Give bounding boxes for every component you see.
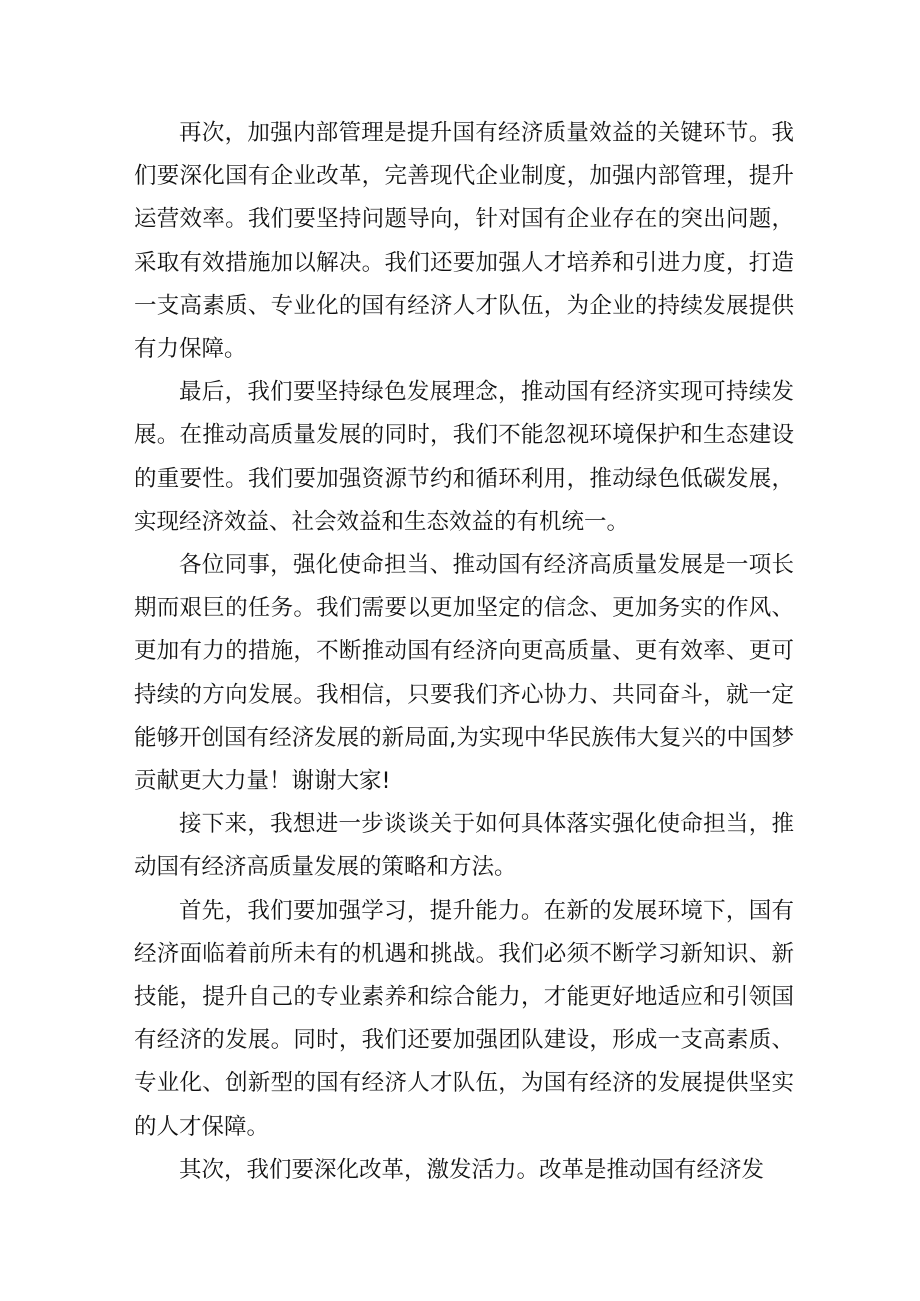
paragraph-strategies-intro: 接下来，我想进一步谈谈关于如何具体落实强化使命担当，推动国有经济高质量发展的策略和方法。 bbox=[134, 811, 794, 881]
paragraph-internal-management: 再次，加强内部管理是提升国有经济质量效益的关键环节。我们要深化国有企业改革，完善现代企业制度，加强内部管理，提升运营效率。我们要坚持问题导向，针对国有企业存在的突出问题，采取有效措施加以解决。我们还要加强人才培养和引进力度，打造一支高素质、专业化的国有经济人才队伍，为企业的持续发展提供有力保障。 bbox=[134, 120, 794, 363]
paragraph-deepen-reform: 其次，我们要深化改革，激发活力。改革是推动国有经济发 bbox=[179, 1156, 765, 1183]
document-body bbox=[134, 112, 794, 1192]
paragraph-green-development: 最后，我们要坚持绿色发展理念，推动国有经济实现可持续发展。在推动高质量发展的同时，我们不能忽视环境保护和生态建设的重要性。我们要加强资源节约和循环利用，推动绿色低碳发展，实现经济效益、社会效益和生态效益的有机统一。 bbox=[134, 379, 794, 535]
paragraph-learning-ability: 首先，我们要加强学习，提升能力。在新的发展环境下，国有经济面临着前所未有的机遇和挑战。我们必须不断学习新知识、新技能，提升自己的专业素养和综合能力，才能更好地适应和引领国有经济的发展。同时，我们还要加强团队建设，形成一支高素质、专业化、创新型的国有经济人才队伍，为国有经济的发展提供坚实的人才保障。 bbox=[134, 897, 794, 1140]
paragraph-colleagues-closing: 各位同事，强化使命担当、推动国有经济高质量发展是一项长期而艰巨的任务。我们需要以更加坚定的信念、更加务实的作风、更加有力的措施，不断推动国有经济向更高质量、更有效率、更可持续的方向发展。我相信，只要我们齐心协力、共同奋斗，就一定能够开创国有经济发展的新局面,为实现中华民族伟大复兴的中国梦贡献更大力量！谢谢大家! bbox=[134, 552, 794, 795]
